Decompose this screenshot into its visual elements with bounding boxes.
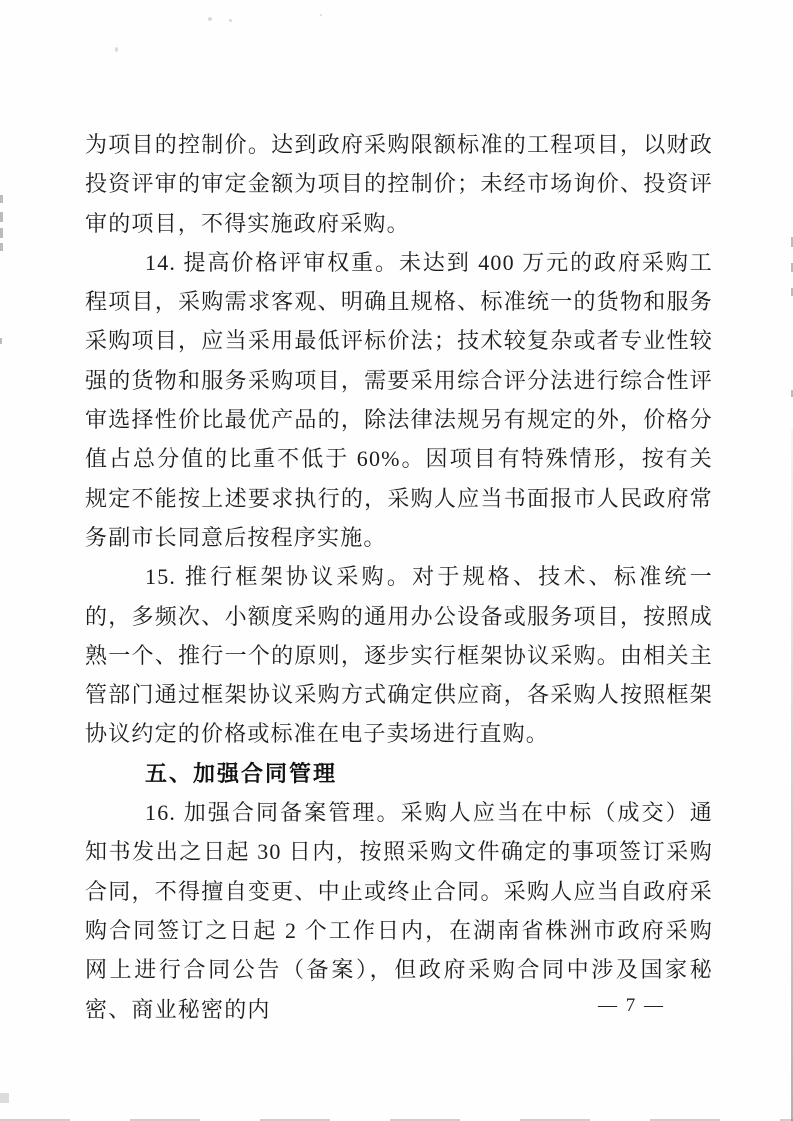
scan-corner-mark — [0, 1093, 9, 1103]
scan-speck — [320, 14, 322, 16]
paragraph: 14. 提高价格评审权重。未达到 400 万元的政府采购工程项目，采购需求客观、明确且规格、标准统一的货物和服务采购项目，应当采用最低评标价法；技术较复杂或者专业性较强的货物和服务采购项目，需要采用综合评分法进行综合性评审选择性价比最优产品的，除法律法规另有规定的外，价格分值占总分值的比重不低于 60%。因项目有特殊情形，按有关规定不能按上述要求执行的，采购人应当书面报市人民政府常务副市长同意后按程序实施。 — [85, 249, 713, 550]
paragraph: 16. 加强合同备案管理。采购人应当在中标（成交）通知书发出之日起 30 日内，按照采购文件确定的事项签订采购合同，不得擅自变更、中止或终止合同。采购人应当自政府采购合同签订之日起 2 个工作日内，在湖南省株洲市政府采购网上进行合同公告（备案），但政府采购合同中涉及国家秘密、商业秘密的内 — [85, 800, 713, 1022]
page-number: — 7 — — [598, 995, 665, 1016]
scan-speck — [229, 19, 232, 22]
scan-edge-mark — [0, 228, 3, 238]
document-body — [85, 125, 713, 1029]
section-heading: 五、加强合同管理 — [145, 760, 338, 786]
paragraph: 15. 推行框架协议采购。对于规格、技术、标准统一的，多频次、小额度采购的通用办公设备或服务项目，按照成熟一个、推行一个的原则，逐步实行框架协议采购。由相关主管部门通过框架协议采购方式确定供应商，各采购人按照框架协议约定的价格或标准在电子卖场进行直购。 — [85, 564, 713, 747]
paragraph: 为项目的控制价。达到政府采购限额标准的工程项目，以财政投资评审的审定金额为项目的控制价；未经市场询价、投资评审的项目，不得实施政府采购。 — [85, 132, 713, 236]
scan-edge-mark — [0, 243, 3, 251]
scan-edge-mark — [0, 195, 3, 203]
scan-speck — [208, 17, 212, 21]
scan-edge-mark — [0, 212, 3, 222]
scan-edge-mark — [0, 338, 2, 344]
scan-speck — [115, 47, 118, 52]
